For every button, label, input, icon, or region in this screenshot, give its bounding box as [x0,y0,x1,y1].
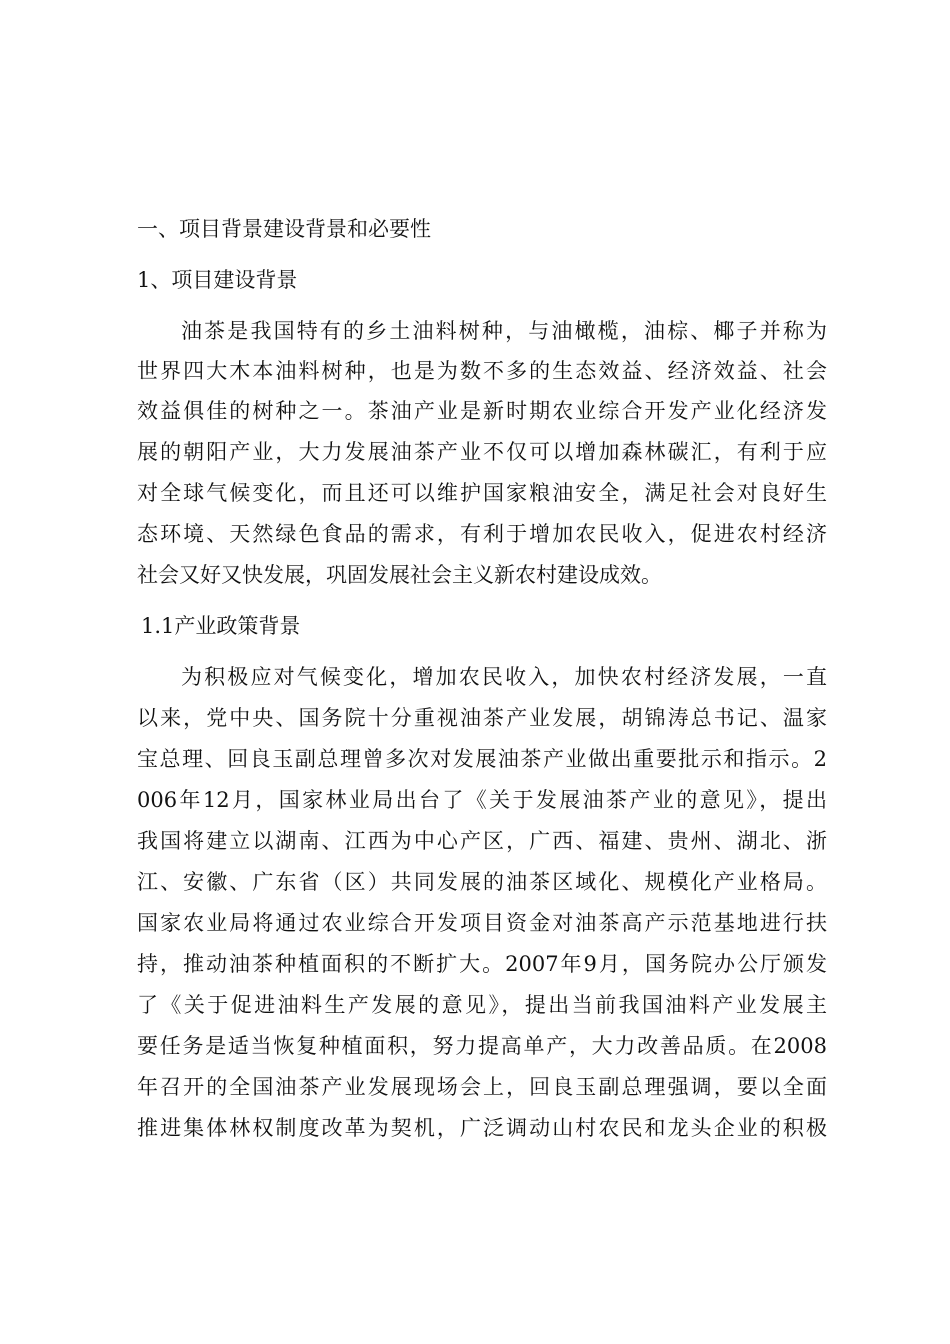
paragraph-line: 推进集体林权制度改革为契机，广泛调动山村农民和龙头企业的积极 [137,1116,827,1140]
paragraph-line: 江、安徽、广东省（区）共同发展的油茶区域化、规模化产业格局。 [137,870,827,894]
paragraph-line: 对全球气候变化，而且还可以维护国家粮油安全，满足社会对良好生 [137,481,827,505]
paragraph-line: 世界四大木本油料树种，也是为数不多的生态效益、经济效益、社会 [137,359,827,383]
subsection-heading: 1.1产业政策背景 [141,614,301,638]
paragraph-line: 展的朝阳产业，大力发展油茶产业不仅可以增加森林碳汇，有利于应 [137,440,827,464]
subsection-heading: 1、项目建设背景 [137,268,298,292]
paragraph-line: 宝总理、回良玉副总理曾多次对发展油茶产业做出重要批示和指示。2 [137,747,827,771]
paragraph-line: 年召开的全国油茶产业发展现场会上，回良玉副总理强调，要以全面 [137,1075,827,1099]
paragraph-line: 持，推动油茶种植面积的不断扩大。2007年9月，国务院办公厅颁发 [137,952,827,976]
paragraph-line: 以来，党中央、国务院十分重视油茶产业发展，胡锦涛总书记、温家 [137,706,827,730]
paragraph-line: 006年12月，国家林业局出台了《关于发展油茶产业的意见》，提出 [137,788,827,812]
paragraph-line: 社会又好又快发展，巩固发展社会主义新农村建设成效。 [137,563,662,587]
paragraph-line: 油茶是我国特有的乡土油料树种，与油橄榄，油棕、椰子并称为 [181,319,827,343]
paragraph-line: 为积极应对气候变化，增加农民收入，加快农村经济发展，一直 [181,665,827,689]
paragraph-line: 了《关于促进油料生产发展的意见》，提出当前我国油料产业发展主 [137,993,827,1017]
paragraph-line: 国家农业局将通过农业综合开发项目资金对油茶高产示范基地进行扶 [137,911,827,935]
section-heading: 一、项目背景建设背景和必要性 [137,217,431,241]
paragraph-line: 效益俱佳的树种之一。茶油产业是新时期农业综合开发产业化经济发 [137,399,827,423]
paragraph-line: 要任务是适当恢复种植面积，努力提高单产，大力改善品质。在2008 [137,1034,827,1058]
paragraph-line: 态环境、天然绿色食品的需求，有利于增加农民收入，促进农村经济 [137,522,827,546]
paragraph-line: 我国将建立以湖南、江西为中心产区，广西、福建、贵州、湖北、浙 [137,829,827,853]
